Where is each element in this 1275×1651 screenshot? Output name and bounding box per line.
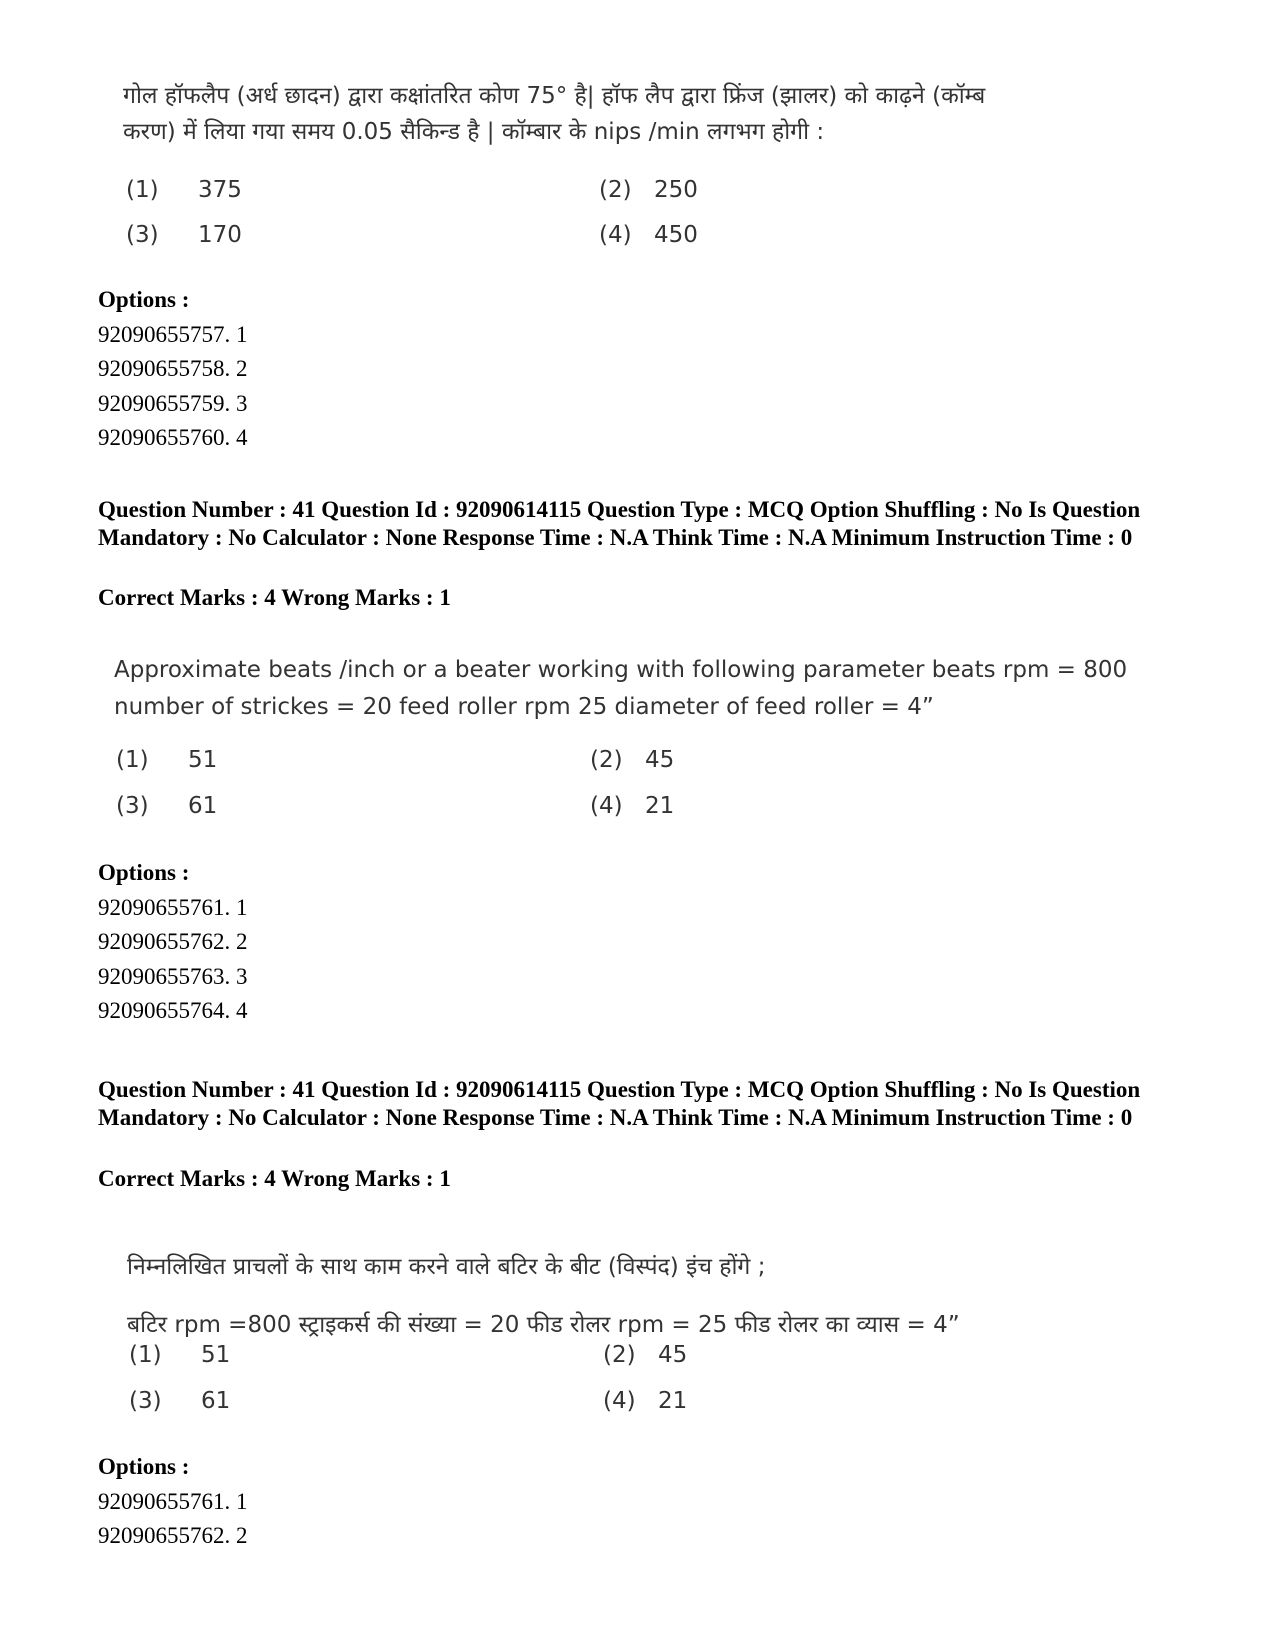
option-item: 92090655761. 1 <box>98 894 248 920</box>
question-line: करण) में लिया गया समय 0.05 सैकिन्ड है | कॉम्बार के nips /min लगभग होगी : <box>123 119 825 145</box>
choice-number: (3) <box>129 1388 162 1414</box>
choice-number: (4) <box>599 222 632 248</box>
choice-1 <box>126 175 242 205</box>
choice-value: 51 <box>188 747 218 773</box>
question-line: निम्नलिखित प्राचलों के साथ काम करने वाले बटिर के बीट (विस्पंद) इंच होंगे ; <box>127 1254 766 1280</box>
choice-value: 45 <box>658 1342 688 1368</box>
option-item: 92090655762. 2 <box>98 929 248 954</box>
choice-value: 45 <box>645 747 675 773</box>
choice-3 <box>126 220 242 250</box>
choice-number: (3) <box>126 222 159 248</box>
choice-1 <box>129 1340 230 1370</box>
choice-value: 61 <box>188 793 218 819</box>
options-list <box>98 1450 248 1554</box>
choice-2 <box>590 745 674 775</box>
option-item: 92090655763. 3 <box>98 963 248 989</box>
choice-2 <box>603 1340 687 1370</box>
choice-number: (1) <box>126 177 159 203</box>
option-item: 92090655761. 1 <box>98 1488 248 1514</box>
question-line: number of strickes = 20 feed roller rpm 25 diameter of feed roller = 4” <box>114 694 934 720</box>
choice-value: 450 <box>654 222 698 248</box>
choice-number: (4) <box>590 793 623 819</box>
option-item: 92090655764. 4 <box>98 998 248 1023</box>
choice-2 <box>599 175 698 205</box>
choice-number: (1) <box>129 1342 162 1368</box>
question-line: बटिर rpm =800 स्ट्राइकर्स की संख्या = 20 फीड रोलर rpm = 25 फीड रोलर का व्यास = 4” <box>127 1312 960 1338</box>
choice-value: 61 <box>201 1388 231 1414</box>
choice-value: 21 <box>658 1388 688 1414</box>
options-list <box>98 283 248 456</box>
choice-number: (2) <box>599 177 632 203</box>
options-heading: Options : <box>98 287 190 312</box>
question-line: गोल हॉफलैप (अर्ध छादन) द्वारा कक्षांतरित कोण 75° है| हॉफ लैप द्वारा फ्रिंज (झालर) को काढ़ने (कॉम्ब <box>123 83 986 109</box>
choice-number: (3) <box>116 793 149 819</box>
choice-4 <box>599 220 698 250</box>
question-meta: Question Number : 41 Question Id : 92090614115 Question Type : MCQ Option Shuffling : No Is Question Mandatory : No Calculator : None Response Time : N.A Think Time : N.A Minimum Instruction Time : 0 <box>98 497 1141 550</box>
question-text <box>123 78 1203 150</box>
choice-value: 21 <box>645 793 675 819</box>
question-marks: Correct Marks : 4 Wrong Marks : 1 <box>98 585 451 610</box>
question-line: Approximate beats /inch or a beater working with following parameter beats rpm = 800 <box>114 657 1128 683</box>
question-meta: Question Number : 41 Question Id : 92090614115 Question Type : MCQ Option Shuffling : No Is Question Mandatory : No Calculator : None Response Time : N.A Think Time : N.A Minimum Instruction Time : 0 <box>98 1077 1141 1130</box>
choice-1 <box>116 745 217 775</box>
choice-3 <box>116 791 217 821</box>
choice-number: (2) <box>603 1342 636 1368</box>
option-item: 92090655757. 1 <box>98 321 248 347</box>
choice-number: (1) <box>116 747 149 773</box>
option-item: 92090655759. 3 <box>98 390 248 416</box>
options-heading: Options : <box>98 1454 190 1479</box>
choice-4 <box>590 791 674 821</box>
question-text <box>127 1238 1207 1354</box>
options-heading: Options : <box>98 860 190 885</box>
choice-value: 375 <box>198 177 242 203</box>
option-item: 92090655758. 2 <box>98 356 248 381</box>
choice-value: 51 <box>201 1342 231 1368</box>
choice-3 <box>129 1386 230 1416</box>
option-item: 92090655760. 4 <box>98 425 248 450</box>
choice-value: 250 <box>654 177 698 203</box>
choice-number: (2) <box>590 747 623 773</box>
choice-value: 170 <box>198 222 242 248</box>
options-list <box>98 856 248 1029</box>
choice-4 <box>603 1386 687 1416</box>
option-item: 92090655762. 2 <box>98 1523 248 1548</box>
question-text <box>114 652 1214 726</box>
choice-number: (4) <box>603 1388 636 1414</box>
question-marks: Correct Marks : 4 Wrong Marks : 1 <box>98 1166 451 1191</box>
